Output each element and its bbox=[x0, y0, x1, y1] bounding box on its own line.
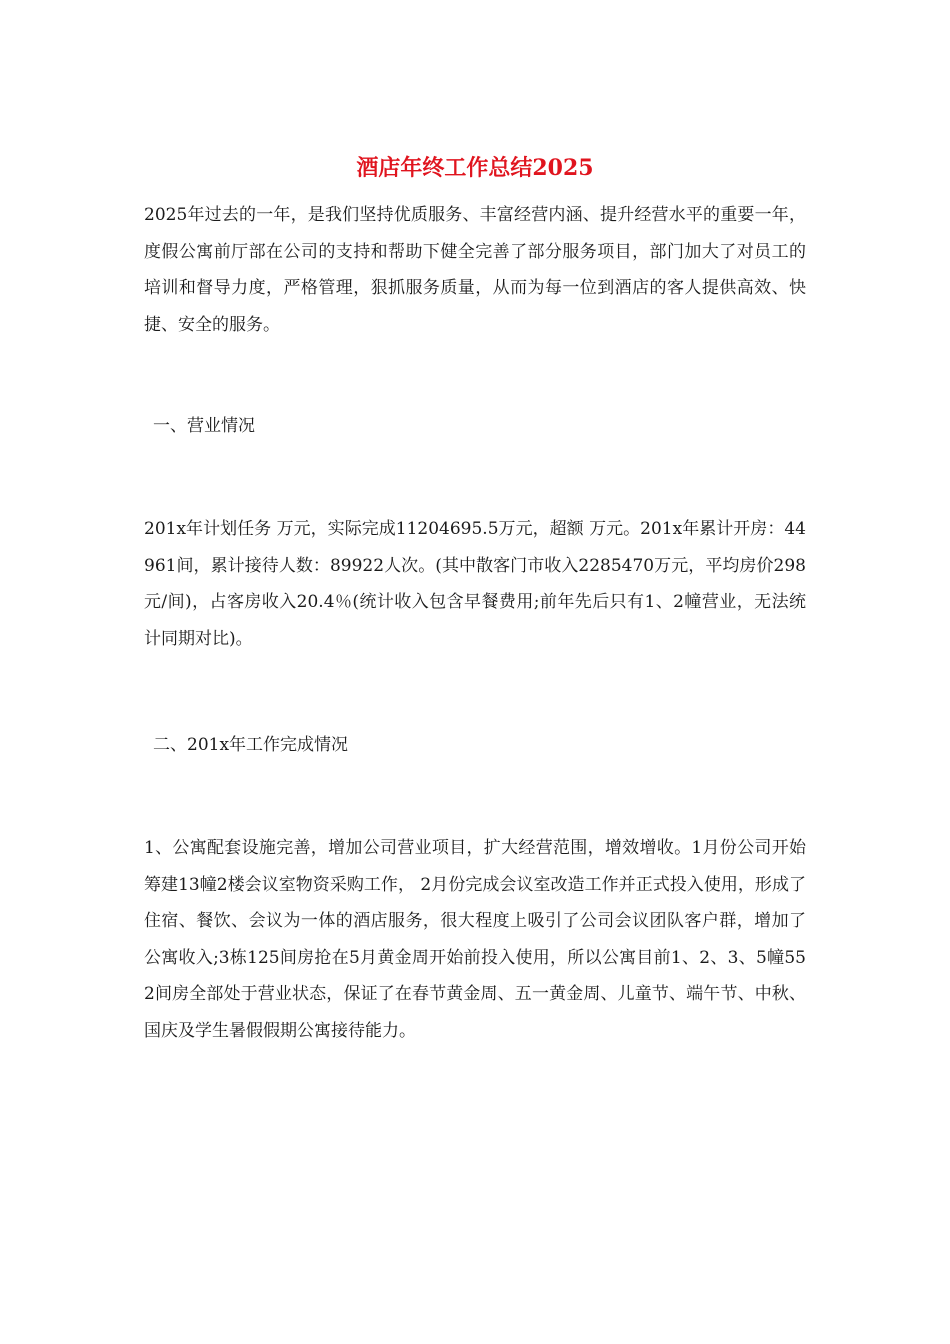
business-paragraph: 201x年计划任务 万元，实际完成11204695.5万元，超额 万元。201x年累计开房：44961间，累计接待人数：89922人次。(其中散客门市收入2285470万元，平均房价298元/间)，占客房收入20.4％(统计收入包含早餐费用;前年先后只有1、2幢营业，无法统计同期对比)。 bbox=[144, 519, 806, 649]
work-item-1-paragraph: 1、公寓配套设施完善，增加公司营业项目，扩大经营范围，增效增收。1月份公司开始筹建13幢2楼会议室物资采购工作， 2月份完成会议室改造工作并正式投入使用，形成了住宿、餐饮、会议为一体的酒店服务，很大程度上吸引了公司会议团队客户群，增加了公寓收入;3栋125间房抢在5月黄金周开始前投入使用，所以公寓目前1、2、3、5幢552间房全部处于营业状态，保证了在春节黄金周、五一黄金周、儿童节、端午节、中秋、国庆及学生暑假假期公寓接待能力。 bbox=[144, 838, 806, 1041]
intro-paragraph: 2025年过去的一年，是我们坚持优质服务、丰富经营内涵、提升经营水平的重要一年，度假公寓前厅部在公司的支持和帮助下健全完善了部分服务项目，部门加大了对员工的培训和督导力度，严格管理，狠抓服务质量，从而为每一位到酒店的客人提供高效、快捷、安全的服务。 bbox=[144, 205, 806, 335]
section-heading-work-completed: 二、201x年工作完成情况 bbox=[153, 735, 349, 755]
document-title: 酒店年终工作总结2025 bbox=[356, 155, 594, 181]
section-heading-business: 一、营业情况 bbox=[153, 416, 255, 436]
